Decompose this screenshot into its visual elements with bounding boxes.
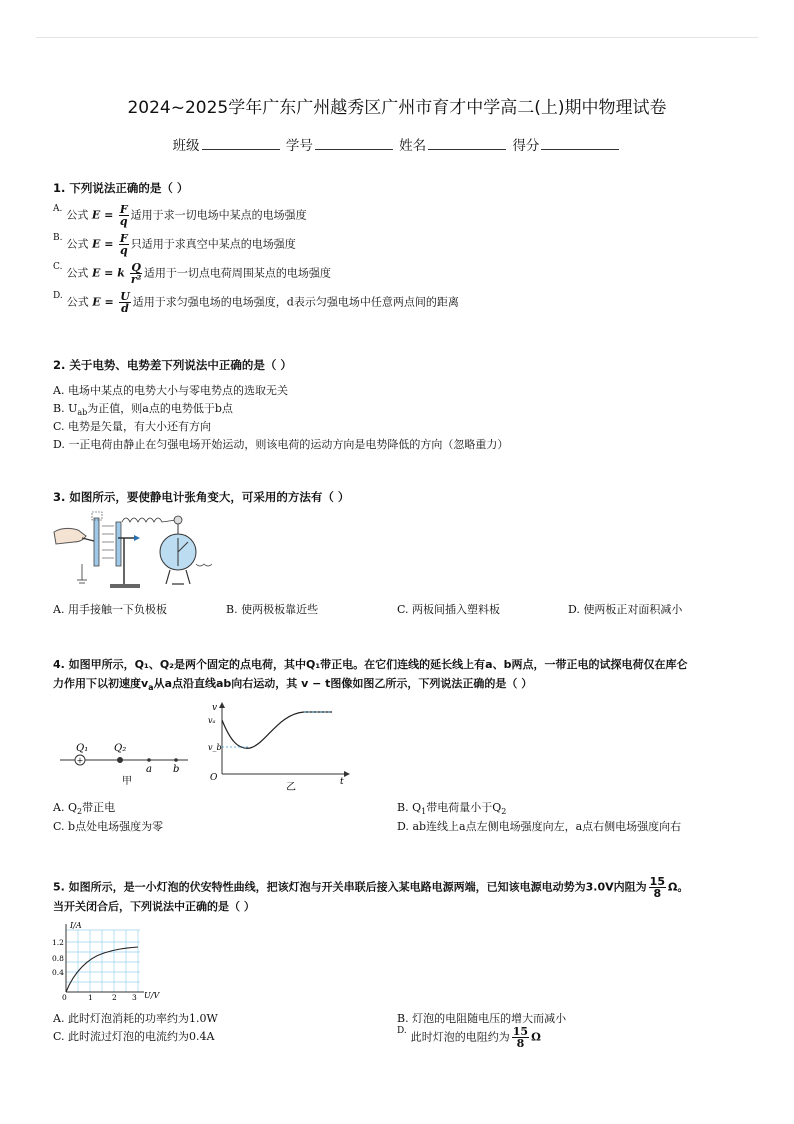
q5-option-d-text: 此时灯泡的电阻约为: [410, 1030, 510, 1044]
q2-option-b-label: B.: [53, 402, 65, 415]
q3-option-d[interactable]: [568, 601, 682, 617]
q4-option-a-label: A.: [53, 801, 65, 814]
q5-stem-fraction: [649, 876, 666, 899]
q1-b-num: F: [119, 232, 128, 245]
a-label: a: [146, 764, 152, 775]
q5-option-c-text: 此时流过灯泡的电流约为0.4A: [68, 1030, 215, 1043]
q1-option-a-text: 适用于求一切电场中某点的电场强度: [130, 208, 307, 222]
vt-curve: [222, 712, 332, 748]
q5-ylabel: I/A: [70, 921, 82, 930]
q4-option-a-sub: 2: [76, 807, 83, 817]
q5-option-a[interactable]: [53, 1010, 218, 1026]
q5-option-b-text: 灯泡的电阻随电压的增大而减小: [412, 1012, 567, 1025]
yi-caption: 乙: [286, 782, 296, 793]
ground-coil: [196, 564, 212, 566]
q4-option-d-label: D.: [397, 820, 409, 833]
q3-option-a-text: 用手接触一下负极板: [67, 603, 167, 616]
left-plate: [94, 518, 99, 566]
electroscope-knob: [174, 516, 182, 524]
q2-option-b[interactable]: [53, 400, 233, 417]
q5-stem-line2: 当开关闭合后，下列说法中正确的是（ ）: [53, 900, 255, 913]
top-divider: [36, 37, 758, 38]
q5-option-d[interactable]: [397, 1026, 541, 1049]
jia-caption: 甲: [122, 776, 132, 787]
b-label: b: [173, 764, 180, 775]
v-axis-label: v: [212, 703, 218, 713]
q3-option-d-text: 使两板正对面积减小: [583, 603, 683, 616]
q1-option-d-label: D.: [53, 291, 63, 301]
q2-option-b-sub: ab: [77, 408, 88, 418]
q5-option-c-label: C.: [53, 1030, 65, 1043]
q1-c-den: r²: [130, 273, 142, 286]
q2-option-a-label: A.: [53, 384, 65, 397]
q5-option-c[interactable]: [53, 1028, 214, 1044]
q2-label: Q₂: [114, 743, 127, 754]
q5-xtick-0: 0: [62, 993, 67, 1002]
q3-option-b-text: 使两极板靠近些: [241, 603, 319, 616]
connecting-wire: [122, 518, 176, 522]
q5-ytick-1: 1.2: [52, 938, 64, 947]
q5-ytick-2: 0.8: [52, 954, 64, 963]
q1-option-a-label: A.: [53, 204, 63, 214]
q4-figure-yi-vt-graph: [204, 700, 354, 792]
stand-base: [110, 584, 140, 588]
q4-option-b[interactable]: [397, 799, 506, 816]
q3-option-d-label: D.: [568, 603, 580, 616]
q4-stem-line2-a: 力作用下以初速度v: [53, 677, 149, 690]
q5-frac-num: 15: [649, 875, 665, 888]
q4-option-d[interactable]: [397, 818, 681, 834]
q1-option-d[interactable]: [53, 291, 459, 314]
q4-option-c-label: C.: [53, 820, 65, 833]
q5-d-den: 8: [516, 1037, 525, 1050]
q4-stem-line2-sub: a: [148, 683, 154, 693]
point-b: [174, 758, 178, 762]
q1-option-d-fraction: [119, 291, 131, 314]
q1-b-den: q: [119, 244, 128, 257]
q3-option-b-label: B.: [226, 603, 238, 616]
q1-option-c-fraction: [130, 262, 142, 285]
q1-option-a[interactable]: [53, 204, 307, 227]
q4-option-c-text: b点处电场强度为零: [68, 820, 164, 833]
q2-option-a[interactable]: [53, 382, 288, 398]
q1-option-a-formula: E =: [91, 208, 114, 222]
q1-option-b[interactable]: [53, 233, 296, 256]
q4-option-d-text: ab连线上a点左侧电场强度向左，a点右侧电场强度向右: [412, 820, 682, 833]
q4-option-b-pre: Q: [412, 801, 422, 814]
q5-option-a-label: A.: [53, 1012, 65, 1025]
id-label: 学号: [285, 138, 313, 154]
q5-stem-line1: [53, 876, 688, 899]
q5-xtick-1: 1: [88, 993, 93, 1002]
score-blank[interactable]: [541, 137, 619, 150]
name-blank[interactable]: [428, 137, 506, 150]
q5-ytick-3: 0.4: [52, 968, 64, 977]
q5-option-d-unit: Ω: [531, 1030, 541, 1044]
q3-electroscope-figure: [52, 508, 222, 593]
q3-option-c[interactable]: [397, 601, 500, 617]
q1-option-a-fraction: [119, 204, 129, 227]
q2-option-b-text: 为正值，则a点的电势低于b点: [87, 402, 233, 415]
q1-option-d-pre: 公式: [66, 295, 89, 309]
q3-option-a[interactable]: [53, 601, 167, 617]
q1-option-d-formula: E =: [92, 295, 114, 309]
q1-label: Q₁: [76, 743, 89, 754]
q4-figure-jia: [58, 740, 198, 785]
q2-option-c-label: C.: [53, 420, 65, 433]
q4-option-a[interactable]: [53, 799, 115, 816]
class-blank[interactable]: [202, 137, 280, 150]
t-axis-label: t: [340, 777, 344, 787]
origin-label: O: [210, 773, 218, 783]
q1-option-c-formula: E = k: [91, 266, 125, 280]
q5-d-num: 15: [512, 1025, 529, 1038]
q4-option-a-text: 带正电: [82, 801, 116, 814]
q5-option-b[interactable]: [397, 1010, 566, 1026]
id-blank[interactable]: [315, 137, 393, 150]
clamp-icon: [134, 535, 140, 541]
q2-option-c[interactable]: [53, 418, 211, 434]
va-label: vₐ: [208, 716, 216, 725]
q5-option-d-fraction: [512, 1026, 529, 1049]
q5-xtick-3: 3: [132, 993, 137, 1002]
q5-frac-den: 8: [653, 887, 662, 900]
hand-icon: [54, 528, 86, 544]
q3-stem: 3. 如图所示，要使静电计张角变大，可采用的方法有（ ）: [53, 490, 350, 504]
q1-option-b-label: B.: [53, 233, 63, 243]
q2-stem: 2. 关于电势、电势差下列说法中正确的是（ ）: [53, 358, 292, 372]
q1-option-c-text: 适用于一切点电荷周围某点的电场强度: [143, 266, 331, 280]
q5-stem-unit: Ω。: [667, 880, 689, 894]
point-a: [147, 758, 151, 762]
name-label: 姓名: [399, 138, 427, 154]
student-info-line: [0, 134, 794, 154]
right-plate: [116, 522, 121, 566]
q1-option-c-label: C.: [53, 262, 63, 272]
q5-xlabel: U/V: [144, 991, 160, 1000]
q1-a-den: q: [119, 215, 128, 228]
q4-stem-line2-b: 从a点沿直线ab向右运动，其 v − t图像如图乙所示，下列说法正确的是（ ）: [153, 677, 533, 690]
q4-option-c[interactable]: [53, 818, 163, 834]
q3-option-b[interactable]: [226, 601, 318, 617]
q3-option-c-text: 两板间插入塑料板: [412, 603, 501, 616]
q4-option-b-sub2: 2: [501, 807, 507, 817]
q1-d-den: d: [121, 302, 129, 315]
q1-option-b-text: 只适用于求真空中某点的电场强度: [130, 237, 296, 251]
q4-option-b-label: B.: [397, 801, 409, 814]
exam-title: 2024~2025学年广东广州越秀区广州市育才中学高二(上)期中物理试卷: [127, 98, 667, 118]
q2-option-d-label: D.: [53, 438, 65, 451]
q5-option-a-text: 此时灯泡消耗的功率约为1.0W: [67, 1012, 218, 1025]
q2-charge-icon: [117, 757, 123, 763]
q4-option-a-pre: Q: [67, 801, 77, 814]
q5-option-b-label: B.: [397, 1012, 409, 1025]
q1-a-num: F: [119, 203, 128, 216]
q4-option-b-sub: 1: [421, 807, 427, 817]
q1-option-b-pre: 公式: [66, 237, 89, 251]
electroscope-feet: [166, 570, 190, 584]
q2-option-a-text: 电场中某点的电势大小与零电势点的选取无关: [67, 384, 288, 397]
q4-option-b-text: 带电荷量小于Q: [426, 801, 502, 814]
q5-option-d-label: D.: [397, 1026, 407, 1036]
q1-stem: 1. 下列说法正确的是（ ）: [53, 181, 189, 195]
field-lines: [102, 526, 114, 558]
q1-option-b-fraction: [119, 233, 129, 256]
q1-c-num: Q: [131, 261, 141, 274]
q1-option-a-pre: 公式: [66, 208, 89, 222]
q1-option-c-pre: 公式: [66, 266, 89, 280]
q2-option-c-text: 电势是矢量，有大小还有方向: [68, 420, 212, 433]
q2-option-b-pre: U: [68, 402, 78, 415]
q1-d-num: U: [120, 290, 130, 303]
q2-option-d-text: 一正电荷由静止在匀强电场开始运动，则该电荷的运动方向是电势降低的方向（忽略重力）: [68, 438, 509, 451]
q1-option-b-formula: E =: [91, 237, 114, 251]
q5-stem-text: 5. 如图所示，是一小灯泡的伏安特性曲线，把该灯泡与开关串联后接入某电路电源两端，已知该电源电动势为3.0V内阻为: [53, 880, 647, 894]
q2-option-d[interactable]: [53, 436, 508, 452]
q5-xtick-2: 2: [112, 993, 117, 1002]
q1-option-d-text: 适用于求匀强电场的电场强度，d表示匀强电场中任意两点间的距离: [132, 295, 459, 309]
q5-iv-graph: [52, 922, 164, 1002]
q3-option-c-label: C.: [397, 603, 409, 616]
q5-grid: [66, 930, 140, 992]
vb-label: v_b: [208, 743, 222, 752]
score-label: 得分: [512, 138, 540, 154]
q1-option-c[interactable]: [53, 262, 331, 285]
q3-option-a-label: A.: [53, 603, 65, 616]
class-label: 班级: [172, 138, 200, 154]
svg-text:+: +: [76, 756, 84, 765]
q4-stem-line2: [53, 675, 532, 692]
q4-stem-line1: 4. 如图甲所示，Q₁、Q₂是两个固定的点电荷，其中Q₁带正电。在它们连线的延长线上有a、b两点，一带正电的试探电荷仅在库仑: [53, 658, 688, 671]
